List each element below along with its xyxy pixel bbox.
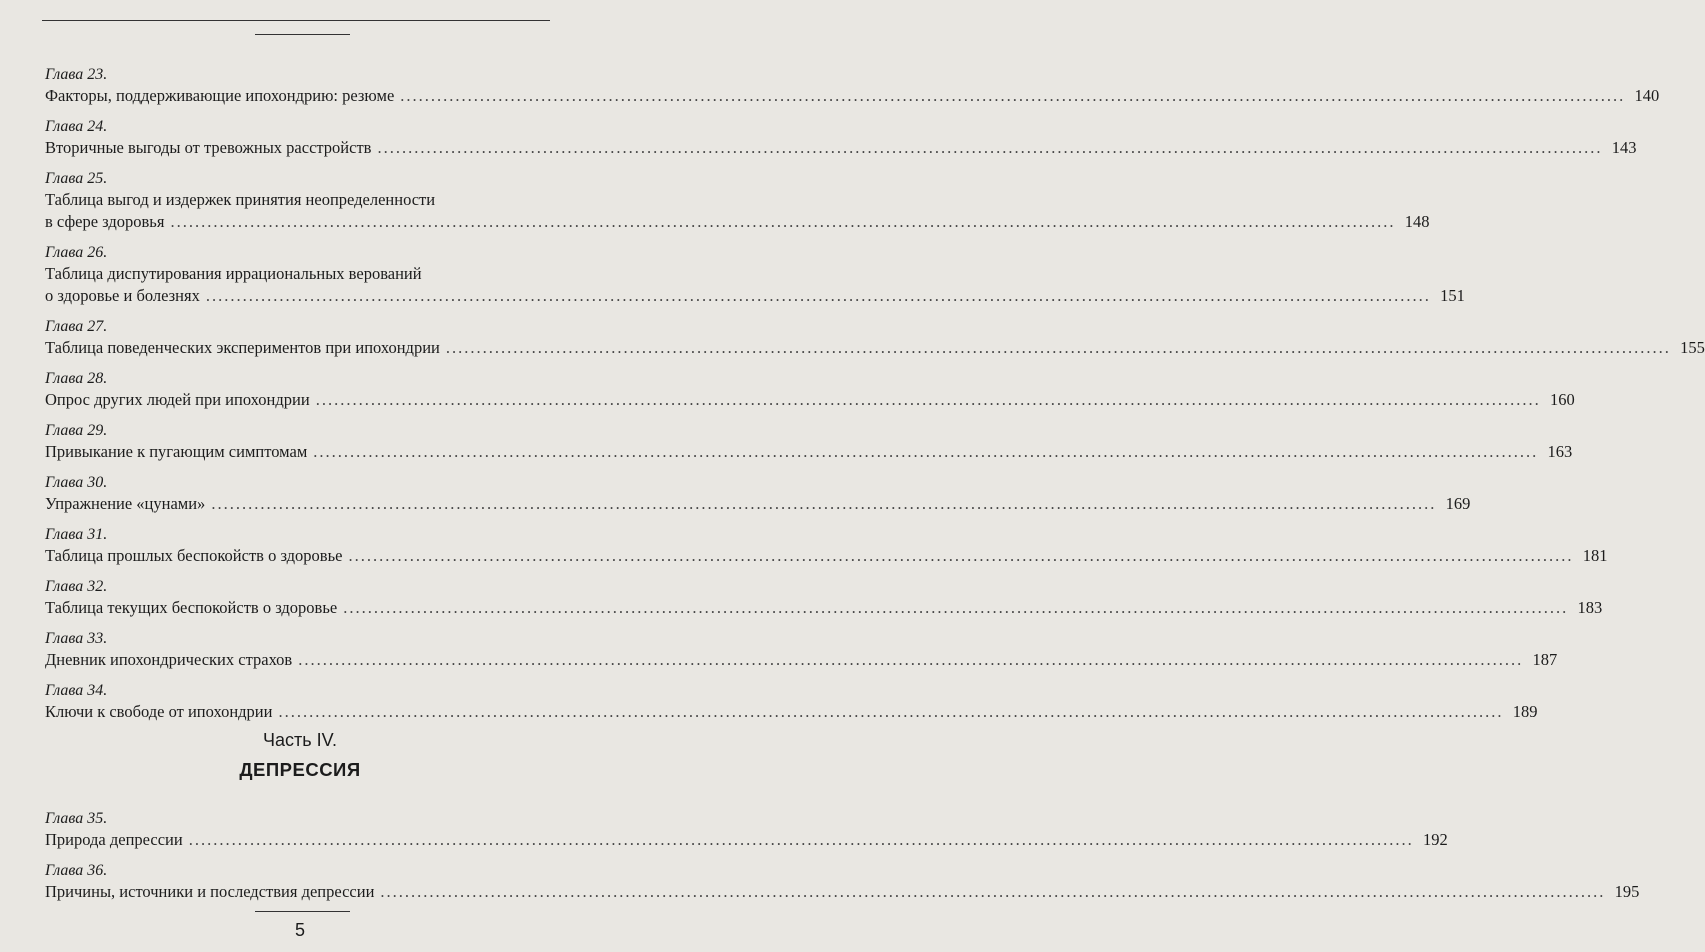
toc-line	[45, 263, 544, 285]
toc-line	[45, 545, 1608, 567]
chapter-title: Факторы, поддерживающие ипохондрию: резюме	[45, 86, 395, 105]
page-ref: 140	[1634, 86, 1660, 105]
chapter-title: Привыкание к пугающим симптомам	[45, 442, 308, 461]
top-rule	[42, 20, 550, 21]
toc-line	[45, 441, 1573, 463]
toc-entry	[45, 680, 1538, 723]
bottom-rule	[255, 911, 350, 912]
toc-line	[45, 701, 1538, 723]
page-ref: 160	[1549, 390, 1575, 409]
chapter-number: Глава 36.	[45, 862, 108, 879]
leader-dots: ........................................................................................................................................................................................................	[400, 86, 1626, 105]
page-number: 5	[294, 920, 305, 940]
leader-dots: ........................................................................................................................................................................................................	[298, 650, 1524, 669]
page-ref: 151	[1440, 286, 1465, 305]
chapter-number: Глава 25.	[45, 170, 108, 187]
chapter-title: о здоровье и болезнях	[45, 286, 200, 305]
leader-dots: ........................................................................................................................................................................................................	[348, 546, 1574, 565]
page-ref: 183	[1577, 598, 1603, 617]
leader-dots: ........................................................................................................................................................................................................	[343, 598, 1569, 617]
toc-entry	[45, 116, 1637, 159]
page-ref: 148	[1404, 212, 1430, 231]
chapter-number: Глава 28.	[45, 370, 108, 387]
leader-dots: ........................................................................................................................................................................................................	[211, 494, 1437, 513]
table-of-contents	[45, 64, 1705, 732]
chapter-title: Упражнение «цунами»	[45, 494, 206, 513]
chapter-title: Таблица прошлых беспокойств о здоровье	[45, 546, 343, 565]
toc-entry	[45, 808, 1448, 851]
chapter-number: Глава 27.	[45, 318, 108, 335]
leader-dots: ........................................................................................................................................................................................................	[188, 830, 1414, 849]
chapter-title: Причины, источники и последствия депрессии	[45, 882, 375, 901]
chapter-number: Глава 34.	[45, 682, 108, 699]
chapter-number: Глава 31.	[45, 526, 108, 543]
leader-dots: ........................................................................................................................................................................................................	[380, 882, 1606, 901]
toc-line	[45, 285, 1465, 307]
toc-line	[45, 829, 1448, 851]
toc-line	[45, 881, 1640, 903]
chapter-number: Глава 26.	[45, 244, 108, 261]
page-ref: 169	[1445, 494, 1471, 513]
toc-line	[45, 189, 544, 211]
table-of-contents-part-iv	[45, 808, 1640, 912]
part-label: Часть IV.	[263, 730, 337, 750]
toc-entry	[45, 316, 1705, 359]
toc-entry	[45, 242, 1465, 307]
toc-line	[45, 85, 1660, 107]
chapter-title: Опрос других людей при ипохондрии	[45, 390, 310, 409]
page-ref: 189	[1512, 702, 1538, 721]
chapter-number: Глава 30.	[45, 474, 108, 491]
leader-dots: ........................................................................................................................................................................................................	[445, 338, 1671, 357]
page-ref: 195	[1614, 882, 1640, 901]
page-ref: 187	[1532, 650, 1558, 669]
chapter-title: Вторичные выгоды от тревожных расстройств	[45, 138, 372, 157]
toc-entry	[45, 64, 1660, 107]
leader-dots: ........................................................................................................................................................................................................	[377, 138, 1603, 157]
page-ref: 143	[1611, 138, 1637, 157]
toc-line	[45, 389, 1575, 411]
toc-entry	[45, 576, 1603, 619]
chapter-number: Глава 35.	[45, 810, 108, 827]
chapter-number: Глава 29.	[45, 422, 108, 439]
page-ref: 163	[1547, 442, 1573, 461]
leader-dots: ........................................................................................................................................................................................................	[315, 390, 1541, 409]
chapter-title: Таблица текущих беспокойств о здоровье	[45, 598, 338, 617]
toc-line	[45, 337, 1705, 359]
toc-entry	[45, 628, 1558, 671]
chapter-title: Природа депрессии	[45, 830, 183, 849]
chapter-title: Таблица выгод и издержек принятия неопределенности	[45, 190, 436, 209]
leader-dots: ........................................................................................................................................................................................................	[205, 286, 1431, 305]
chapter-title: в сфере здоровья	[45, 212, 165, 231]
chapter-number: Глава 33.	[45, 630, 108, 647]
chapter-number: Глава 23.	[45, 66, 108, 83]
toc-line	[45, 137, 1637, 159]
toc-entry	[45, 168, 1430, 233]
toc-entry	[45, 472, 1471, 515]
chapter-title: Таблица диспутирования иррациональных верований	[45, 264, 422, 283]
toc-line	[45, 493, 1471, 515]
chapter-title: Ключи к свободе от ипохондрии	[45, 702, 273, 721]
leader-dots: ........................................................................................................................................................................................................	[313, 442, 1539, 461]
page-ref: 155	[1680, 338, 1705, 357]
toc-entry	[45, 368, 1575, 411]
page-ref: 192	[1422, 830, 1448, 849]
top-short-rule	[255, 34, 350, 35]
toc-entry	[45, 420, 1573, 463]
chapter-title: Дневник ипохондрических страхов	[45, 650, 293, 669]
toc-line	[45, 211, 1430, 233]
toc-line	[45, 649, 1558, 671]
leader-dots: ........................................................................................................................................................................................................	[278, 702, 1504, 721]
page-ref: 181	[1582, 546, 1608, 565]
chapter-number: Глава 24.	[45, 118, 108, 135]
chapter-title: Таблица поведенческих экспериментов при ипохондрии	[45, 338, 440, 357]
part-title: ДЕПРЕССИЯ	[239, 759, 361, 780]
toc-entry	[45, 860, 1640, 903]
leader-dots: ........................................................................................................................................................................................................	[170, 212, 1396, 231]
chapter-number: Глава 32.	[45, 578, 108, 595]
toc-line	[45, 597, 1603, 619]
toc-entry	[45, 524, 1608, 567]
